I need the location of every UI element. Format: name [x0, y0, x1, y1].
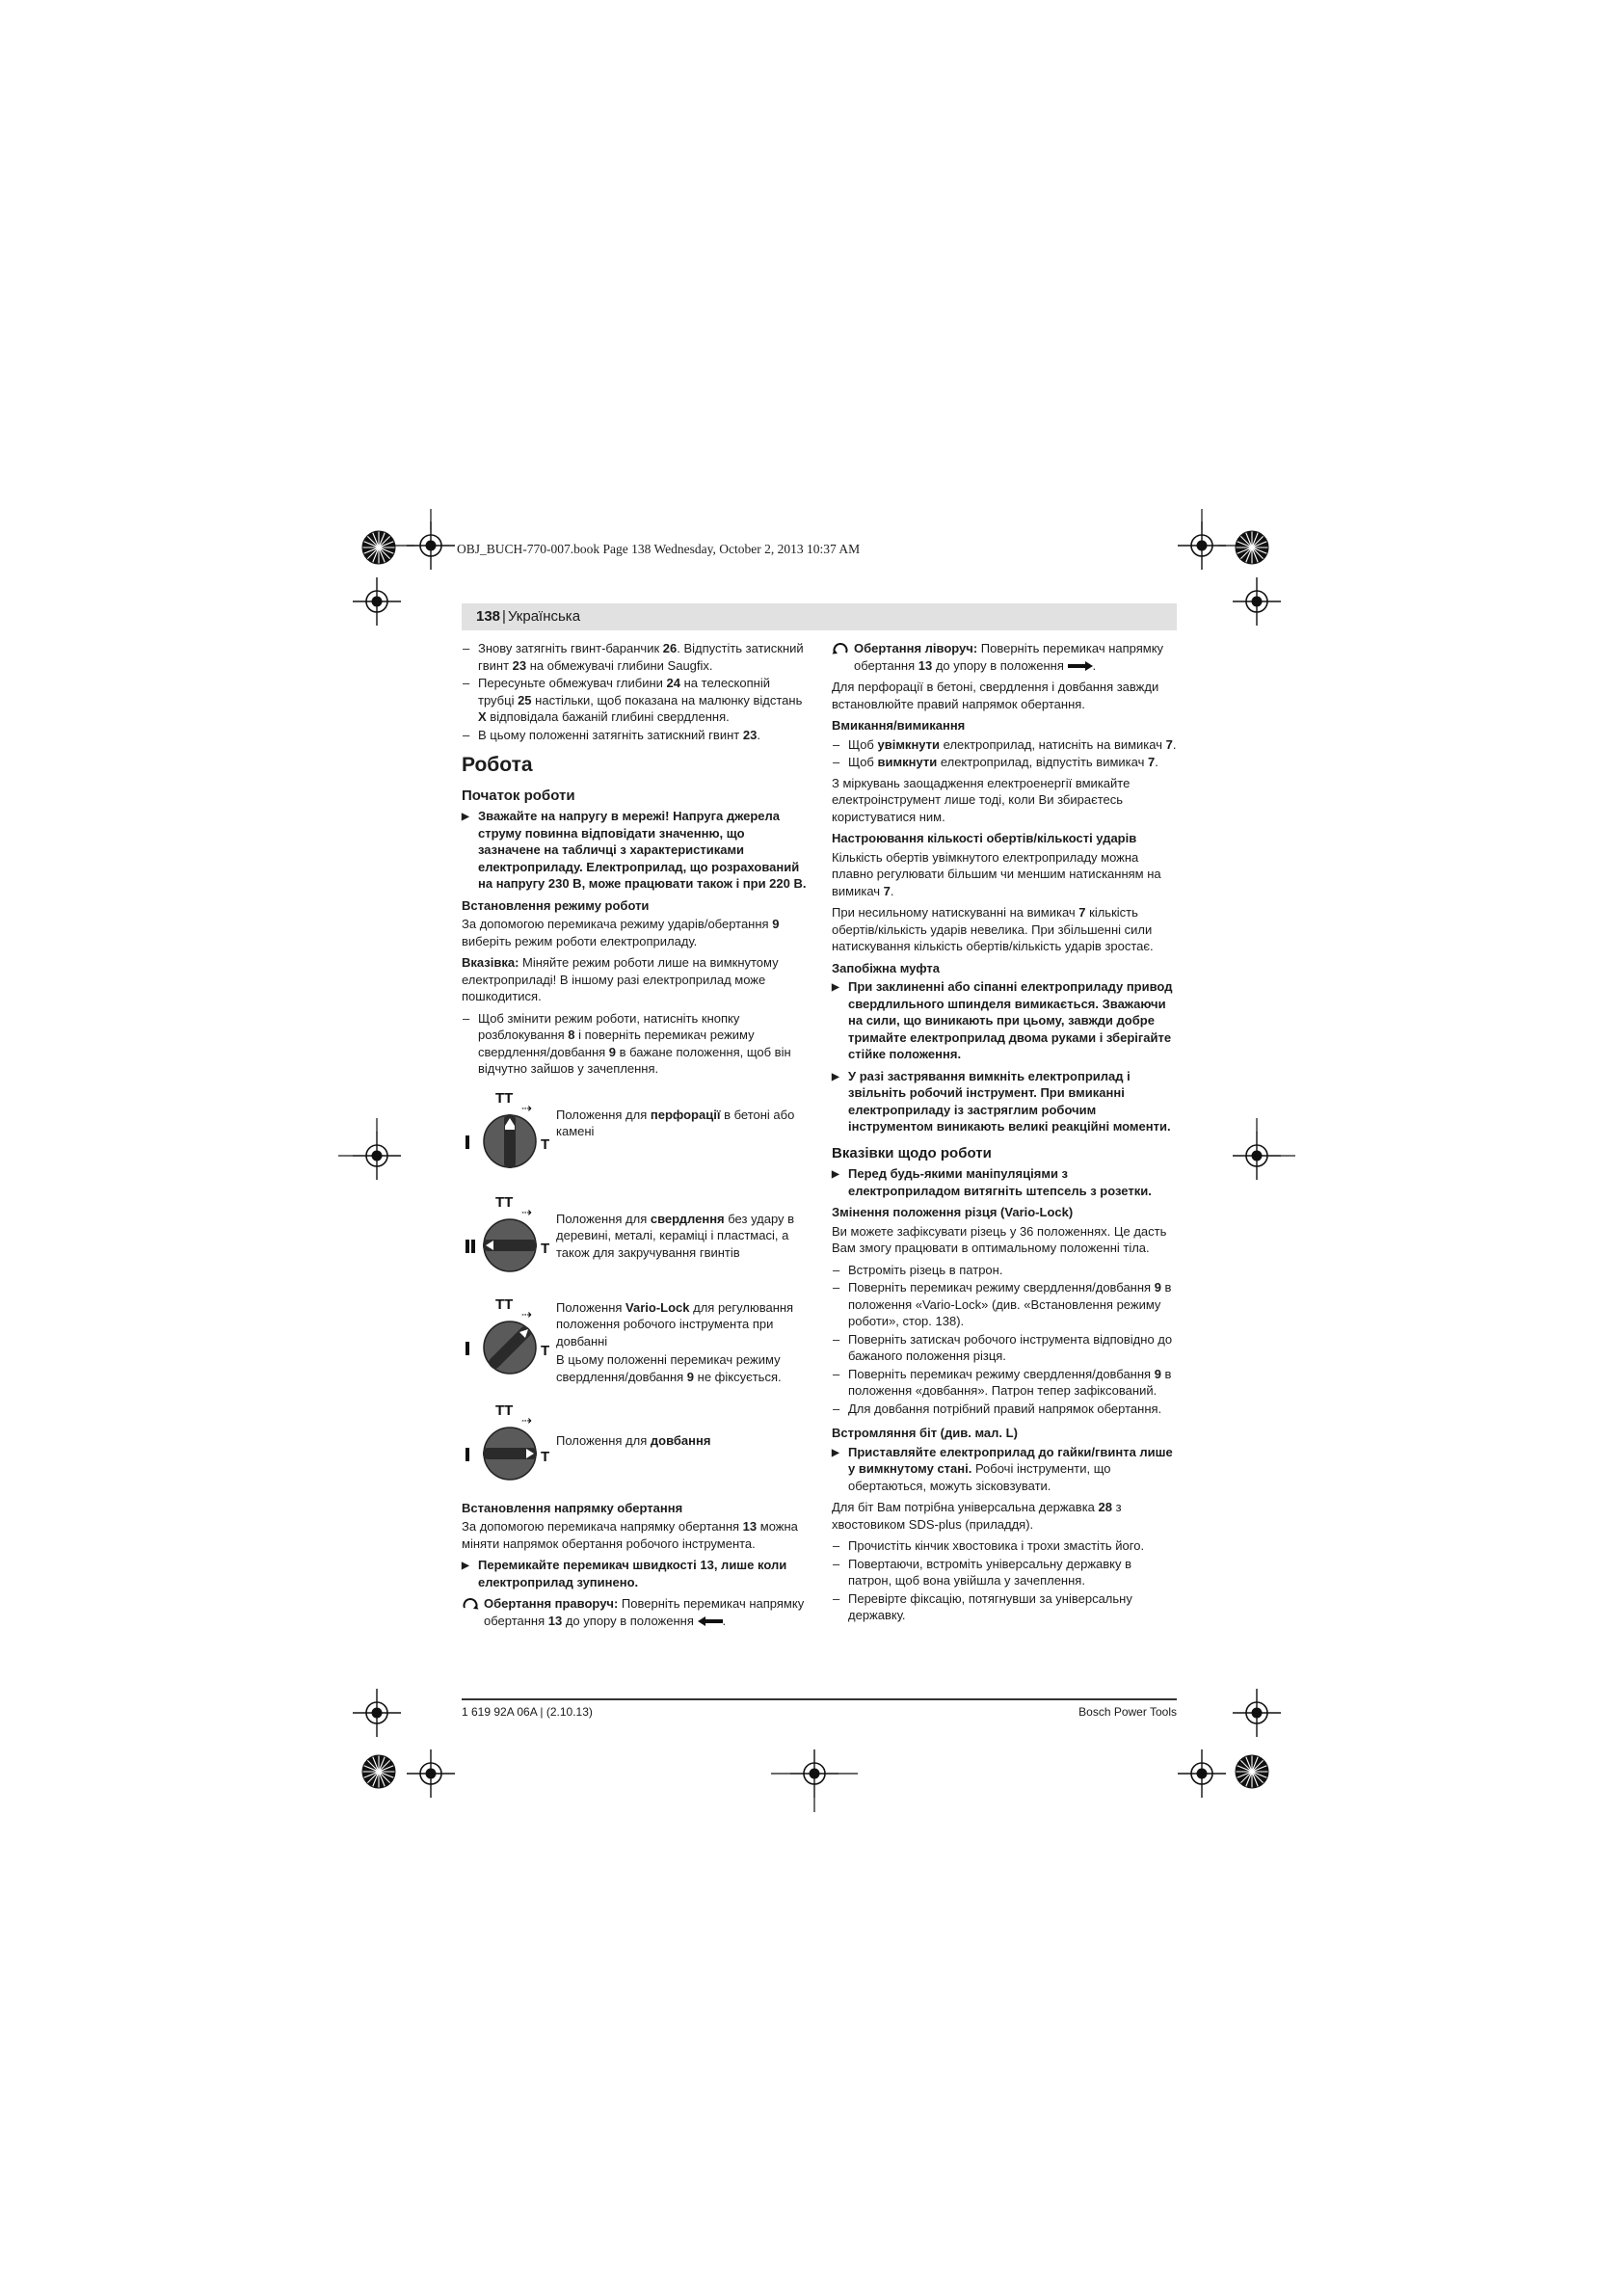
svg-text:TT: TT: [495, 1402, 514, 1419]
header-language: Українська: [507, 608, 581, 625]
svg-text:⇢: ⇢: [521, 1412, 532, 1428]
subsection-title: Початок роботи: [462, 787, 575, 804]
list-item: – Поверніть перемикач режиму свердлення/довбання 9 в положення «Vario-Lock» (див. «Встановлення режиму роботи», стор. 138).: [832, 1279, 1177, 1330]
svg-text:T: T: [541, 1240, 550, 1257]
svg-text:T: T: [541, 1135, 550, 1153]
svg-text:TT: TT: [495, 1090, 514, 1107]
list-item: – Щоб змінити режим роботи, натисніть кнопку розблокування 8 і поверніть перемикач режиму свердлення/довбання 9 в бажане положення, щоб він відчутно зайшов у зачеплення.: [462, 1010, 807, 1078]
mode-description: Положення для перфорації в бетоні або камені: [556, 1107, 795, 1138]
arrow-right-icon: [1068, 661, 1093, 671]
list-item: – Знову затягніть гвинт-баранчик 26. Відпустіть затискний гвинт 23 на обмежувачі глибини Saugfix.: [462, 640, 807, 674]
warning-item: ▶ Перед будь-якими маніпуляціями з електроприладом витягніть штепсель з розетки.: [832, 1165, 1177, 1199]
column-left: [462, 640, 807, 1634]
paragraph: З міркувань заощадження електроенергії вмикайте електроінструмент лише тоді, коли Ви збираєтесь користуватися ним.: [832, 775, 1131, 824]
list-item: – Поверніть перемикач режиму свердлення/довбання 9 в положення «довбання». Патрон тепер зафіксований.: [832, 1366, 1177, 1400]
right-rotation-item: Обертання праворуч: Поверніть перемикач напрямку обертання 13 до упору в положення .: [462, 1595, 807, 1629]
list-item: – Пересуньте обмежувач глибини 24 на телескопній трубці 25 настільки, щоб показана на малюнку відстань X відповідала бажаній глибині свердлення.: [462, 675, 807, 726]
list-item: – Прочистіть кінчик хвостовика і трохи змастіть його.: [832, 1537, 1177, 1555]
heading: Змінення положення різця (Vario-Lock): [832, 1205, 1074, 1219]
mode-description: Положення Vario-Lock для регулювання положення робочого інструмента при довбанні В цьому положенні перемикач режиму свердлення/довбання 9 не фіксується.: [556, 1299, 794, 1384]
footer-rule: [462, 1698, 1177, 1700]
page-number: 138: [476, 608, 501, 625]
list-item: – Поверніть затискач робочого інструмента відповідно до бажаного положення різця.: [832, 1331, 1177, 1365]
paragraph: При несильному натискуванні на вимикач 7 кількість обертів/кількість ударів невелика. При збільшенні сили натискування кількість обертів/кількість ударів зростає.: [832, 905, 1154, 953]
heading: Запобіжна муфта: [832, 960, 941, 975]
svg-text:TT: TT: [495, 1296, 514, 1313]
mode-item: [462, 1403, 807, 1496]
footer-brand: Bosch Power Tools: [1078, 1705, 1177, 1719]
left-rotation-item: Обертання ліворуч: Поверніть перемикач напрямку обертання 13 до упору в положення .: [832, 640, 1177, 674]
paragraph: За допомогою перемикача напрямку обертання 13 можна міняти напрямок обертання робочого інструмента.: [462, 1519, 798, 1551]
header-separator: |: [502, 608, 506, 625]
warning-item: ▶ Зважайте на напругу в мережі! Напруга джерела струму повинна відповідати значенню, що зазначене на табличці з характеристиками електроприладу. Електроприлад, що розрахований на напругу 230 В, може працювати також і при 220 В.: [462, 808, 807, 893]
paragraph: Ви можете зафіксувати різець у 36 положеннях. Це дасть Вам змогу працювати в оптимальному положенні тіла.: [832, 1223, 1167, 1255]
mode-dial-vario-lock-icon: [462, 1297, 554, 1390]
print-info: OBJ_BUCH-770-007.book Page 138 Wednesday, October 2, 2013 10:37 AM: [457, 542, 861, 556]
mode-description: Положення для свердлення без удару в деревині, металі, кераміці і пластмасі, а також для закручування гвинтів: [556, 1211, 795, 1260]
mode-dial-drill-icon: [462, 1195, 554, 1288]
rotate-right-icon: [462, 1595, 479, 1611]
heading: Вмикання/вимикання: [832, 718, 966, 733]
warning-item: ▶ При заклиненні або сіпанні електроприладу привод свердлильного шпинделя вимикається. Зважаючи на сили, що виникають при цьому, завжди добре тримайте електроприлад двома руками і зберігайте стійке положення.: [832, 978, 1177, 1063]
warning-item: ▶ У разі застрявання вимкніть електроприлад і звільніть робочий інструмент. При вмиканні електроприладу із застряглим робочим інструментом виникають великі реакційні моменти.: [832, 1068, 1177, 1135]
heading: Встановлення режиму роботи: [462, 897, 650, 913]
list-item: – Для довбання потрібний правий напрямок обертання.: [832, 1401, 1177, 1418]
svg-text:⇢: ⇢: [521, 1204, 532, 1219]
rotate-left-icon: [832, 640, 849, 655]
note: Вказівка: Міняйте режим роботи лише на вимкнутому електроприладі! В іншому разі електроприлад може пошкодитися.: [462, 955, 779, 1003]
arrow-left-icon: [698, 1616, 723, 1626]
heading: Встромляння біт (див. мал. L): [832, 1426, 1018, 1440]
section-title: Робота: [462, 754, 533, 776]
paragraph: Для біт Вам потрібна універсальна державка 28 з хвостовиком SDS-plus (приладдя).: [832, 1500, 1122, 1532]
footer-doc-number: 1 619 92A 06A | (2.10.13): [462, 1705, 593, 1719]
subsection-title: Вказівки щодо роботи: [832, 1144, 992, 1161]
mode-item: [462, 1091, 807, 1184]
list-item: – Щоб увімкнути електроприлад, натисніть на вимикач 7.: [832, 736, 1177, 754]
svg-text:TT: TT: [495, 1194, 514, 1211]
list-item: – Перевірте фіксацію, потягнувши за універсальну державку.: [832, 1590, 1177, 1624]
svg-text:T: T: [541, 1448, 550, 1465]
heading: Настроювання кількості обертів/кількості ударів: [832, 831, 1137, 845]
svg-text:T: T: [541, 1342, 550, 1359]
heading: Встановлення напрямку обертання: [462, 1500, 683, 1515]
mode-dial-chisel-icon: [462, 1403, 554, 1496]
svg-text:⇢: ⇢: [521, 1100, 532, 1115]
svg-text:⇢: ⇢: [521, 1306, 532, 1322]
page-header: [462, 603, 1177, 630]
paragraph: За допомогою перемикача режиму ударів/обертання 9 виберіть режим роботи електроприладу.: [462, 917, 780, 948]
column-right: [832, 640, 1177, 1625]
paragraph: Для перфорації в бетоні, свердлення і довбання завжди встановлюйте правий напрямок обертання.: [832, 680, 1159, 711]
mode-item: [462, 1297, 807, 1390]
mode-description: Положення для довбання: [556, 1432, 711, 1448]
warning-item: ▶ Перемикайте перемикач швидкості 13, лише коли електроприлад зупинено.: [462, 1557, 807, 1590]
list-item: – Встроміть різець в патрон.: [832, 1262, 1177, 1279]
paragraph: Кількість обертів увімкнутого електроприладу можна плавно регулювати більшим чи меншим натисканням на вимикач 7.: [832, 849, 1161, 898]
warning-item: ▶ Приставляйте електроприлад до гайки/гвинта лише у вимкнутому стані. Робочі інструменти, що обертаються, можуть зісковзувати.: [832, 1444, 1177, 1495]
mode-dial-hammer-drill-icon: [462, 1091, 554, 1184]
list-item: – Повертаючи, встроміть універсальну державку в патрон, щоб вона увійшла у зачеплення.: [832, 1556, 1177, 1589]
mode-item: [462, 1195, 807, 1288]
list-item: – В цьому положенні затягніть затискний гвинт 23.: [462, 727, 807, 744]
list-item: – Щоб вимкнути електроприлад, відпустіть вимикач 7.: [832, 754, 1177, 771]
